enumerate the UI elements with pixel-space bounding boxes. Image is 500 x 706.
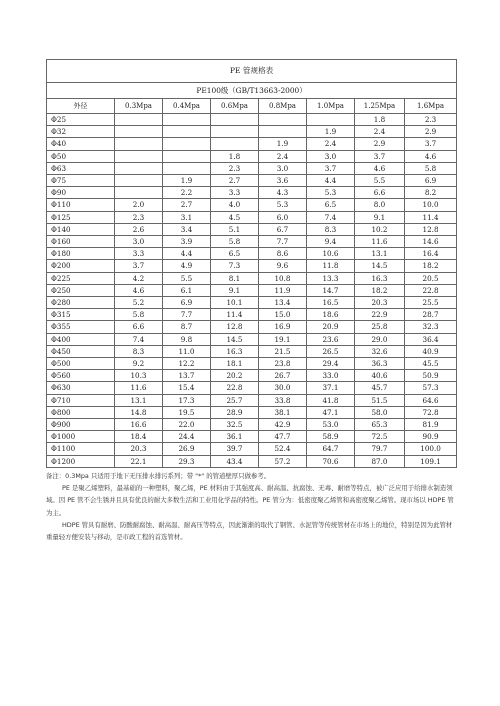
header-pressure: 0.3Mpa xyxy=(115,99,163,114)
wall-thickness-cell: 17.3 xyxy=(163,394,211,406)
wall-thickness-cell: 50.9 xyxy=(405,370,457,382)
table-row xyxy=(47,175,457,187)
wall-thickness-cell: 23.8 xyxy=(259,358,307,370)
wall-thickness-cell: 36.3 xyxy=(355,358,405,370)
wall-thickness-cell: 30.0 xyxy=(259,382,307,394)
wall-thickness-cell xyxy=(163,126,211,138)
note-pe-description: PE 是聚乙烯塑料，最基础的一种塑料，聚乙烯，PE 材料由于其强度高、耐高温、抗腐蚀、无毒、耐磨等特点，被广泛应用于给排水制造领域。因 PE 管不会生锈并且具有优良的耐大多数生活和工业用化学品的特性。PE 管分为：低密度聚乙烯管和高密度聚乙烯管。现市场以 HDPE 管为主。 xyxy=(46,484,454,517)
wall-thickness-cell: 11.6 xyxy=(115,382,163,394)
wall-thickness-cell: 3.7 xyxy=(355,150,405,162)
wall-thickness-cell: 3.1 xyxy=(163,211,211,223)
wall-thickness-cell: 11.4 xyxy=(405,211,457,223)
wall-thickness-cell: 4.6 xyxy=(355,162,405,174)
wall-thickness-cell xyxy=(115,126,163,138)
wall-thickness-cell: 5.3 xyxy=(307,187,355,199)
wall-thickness-cell: 2.7 xyxy=(163,199,211,211)
outer-diameter-cell: Φ315 xyxy=(47,309,115,321)
table-row xyxy=(47,321,457,333)
wall-thickness-cell: 40.9 xyxy=(405,345,457,357)
wall-thickness-cell: 11.6 xyxy=(355,236,405,248)
table-row xyxy=(47,297,457,309)
spec-document xyxy=(46,59,456,543)
table-row xyxy=(47,406,457,418)
wall-thickness-cell: 109.1 xyxy=(405,455,457,467)
outer-diameter-cell: Φ500 xyxy=(47,358,115,370)
wall-thickness-cell: 8.6 xyxy=(259,248,307,260)
wall-thickness-cell: 25.8 xyxy=(355,321,405,333)
wall-thickness-cell: 16.3 xyxy=(211,345,259,357)
wall-thickness-cell: 20.2 xyxy=(211,370,259,382)
wall-thickness-cell: 13.7 xyxy=(163,370,211,382)
table-row xyxy=(47,150,457,162)
wall-thickness-cell: 18.2 xyxy=(355,284,405,296)
wall-thickness-cell: 64.6 xyxy=(405,394,457,406)
header-pressure: 1.0Mpa xyxy=(307,99,355,114)
outer-diameter-cell: Φ125 xyxy=(47,211,115,223)
wall-thickness-cell: 16.4 xyxy=(405,248,457,260)
wall-thickness-cell: 12.8 xyxy=(211,321,259,333)
outer-diameter-cell: Φ800 xyxy=(47,406,115,418)
table-row xyxy=(47,187,457,199)
outer-diameter-cell: Φ63 xyxy=(47,162,115,174)
wall-thickness-cell: 7.3 xyxy=(211,260,259,272)
wall-thickness-cell: 43.4 xyxy=(211,455,259,467)
wall-thickness-cell xyxy=(115,150,163,162)
table-row xyxy=(47,114,457,126)
outer-diameter-cell: Φ630 xyxy=(47,382,115,394)
table-row xyxy=(47,211,457,223)
wall-thickness-cell xyxy=(211,114,259,126)
wall-thickness-cell: 9.6 xyxy=(259,260,307,272)
table-row xyxy=(47,126,457,138)
table-title: PE 管规格表 xyxy=(47,60,457,83)
wall-thickness-cell: 6.6 xyxy=(115,321,163,333)
wall-thickness-cell: 2.4 xyxy=(307,138,355,150)
table-row xyxy=(47,333,457,345)
wall-thickness-cell: 5.5 xyxy=(355,175,405,187)
pe-pipe-spec-table xyxy=(46,59,457,468)
outer-diameter-cell: Φ1100 xyxy=(47,443,115,455)
table-row xyxy=(47,199,457,211)
wall-thickness-cell: 5.8 xyxy=(115,309,163,321)
outer-diameter-cell: Φ32 xyxy=(47,126,115,138)
wall-thickness-cell: 3.4 xyxy=(163,223,211,235)
wall-thickness-cell xyxy=(307,114,355,126)
wall-thickness-cell: 47.7 xyxy=(259,431,307,443)
wall-thickness-cell: 1.9 xyxy=(163,175,211,187)
outer-diameter-cell: Φ40 xyxy=(47,138,115,150)
wall-thickness-cell: 20.9 xyxy=(307,321,355,333)
wall-thickness-cell: 10.8 xyxy=(259,272,307,284)
wall-thickness-cell: 3.3 xyxy=(211,187,259,199)
wall-thickness-cell: 5.8 xyxy=(405,162,457,174)
wall-thickness-cell: 22.9 xyxy=(355,309,405,321)
wall-thickness-cell: 11.8 xyxy=(307,260,355,272)
wall-thickness-cell: 8.0 xyxy=(355,199,405,211)
outer-diameter-cell: Φ400 xyxy=(47,333,115,345)
wall-thickness-cell: 9.8 xyxy=(163,333,211,345)
wall-thickness-cell: 1.9 xyxy=(259,138,307,150)
table-row xyxy=(47,138,457,150)
wall-thickness-cell: 4.5 xyxy=(211,211,259,223)
table-row xyxy=(47,455,457,467)
outer-diameter-cell: Φ450 xyxy=(47,345,115,357)
wall-thickness-cell: 10.3 xyxy=(115,370,163,382)
wall-thickness-cell: 15.4 xyxy=(163,382,211,394)
wall-thickness-cell: 14.8 xyxy=(115,406,163,418)
wall-thickness-cell: 14.6 xyxy=(405,236,457,248)
wall-thickness-cell: 64.7 xyxy=(307,443,355,455)
wall-thickness-cell: 36.4 xyxy=(405,333,457,345)
wall-thickness-cell: 10.0 xyxy=(405,199,457,211)
wall-thickness-cell: 3.6 xyxy=(259,175,307,187)
wall-thickness-cell: 29.3 xyxy=(163,455,211,467)
table-row xyxy=(47,345,457,357)
wall-thickness-cell: 1.8 xyxy=(355,114,405,126)
wall-thickness-cell: 2.4 xyxy=(355,126,405,138)
wall-thickness-cell: 18.2 xyxy=(405,260,457,272)
wall-thickness-cell: 10.6 xyxy=(307,248,355,260)
header-pressure: 1.6Mpa xyxy=(405,99,457,114)
wall-thickness-cell: 20.3 xyxy=(355,297,405,309)
wall-thickness-cell: 25.5 xyxy=(405,297,457,309)
wall-thickness-cell: 10.1 xyxy=(211,297,259,309)
wall-thickness-cell: 26.7 xyxy=(259,370,307,382)
wall-thickness-cell: 1.9 xyxy=(307,126,355,138)
wall-thickness-cell: 22.8 xyxy=(405,284,457,296)
wall-thickness-cell: 42.9 xyxy=(259,419,307,431)
wall-thickness-cell: 58.9 xyxy=(307,431,355,443)
wall-thickness-cell: 13.3 xyxy=(307,272,355,284)
wall-thickness-cell: 3.0 xyxy=(307,150,355,162)
outer-diameter-cell: Φ250 xyxy=(47,284,115,296)
outer-diameter-cell: Φ75 xyxy=(47,175,115,187)
wall-thickness-cell: 16.9 xyxy=(259,321,307,333)
outer-diameter-cell: Φ900 xyxy=(47,419,115,431)
wall-thickness-cell: 8.3 xyxy=(115,345,163,357)
wall-thickness-cell: 20.3 xyxy=(115,443,163,455)
outer-diameter-cell: Φ110 xyxy=(47,199,115,211)
header-pressure: 1.25Mpa xyxy=(355,99,405,114)
wall-thickness-cell: 9.1 xyxy=(355,211,405,223)
wall-thickness-cell: 90.9 xyxy=(405,431,457,443)
wall-thickness-cell: 13.4 xyxy=(259,297,307,309)
outer-diameter-cell: Φ225 xyxy=(47,272,115,284)
notes-section xyxy=(46,470,456,543)
wall-thickness-cell: 14.7 xyxy=(307,284,355,296)
wall-thickness-cell: 6.9 xyxy=(405,175,457,187)
wall-thickness-cell: 22.1 xyxy=(115,455,163,467)
wall-thickness-cell: 29.4 xyxy=(307,358,355,370)
wall-thickness-cell: 16.6 xyxy=(115,419,163,431)
wall-thickness-cell: 6.6 xyxy=(355,187,405,199)
table-row xyxy=(47,309,457,321)
wall-thickness-cell: 100.0 xyxy=(405,443,457,455)
wall-thickness-cell: 24.4 xyxy=(163,431,211,443)
wall-thickness-cell: 51.5 xyxy=(355,394,405,406)
wall-thickness-cell: 7.4 xyxy=(115,333,163,345)
wall-thickness-cell xyxy=(211,138,259,150)
outer-diameter-cell: Φ200 xyxy=(47,260,115,272)
wall-thickness-cell: 8.3 xyxy=(307,223,355,235)
wall-thickness-cell xyxy=(163,162,211,174)
wall-thickness-cell: 2.2 xyxy=(163,187,211,199)
wall-thickness-cell: 3.0 xyxy=(115,236,163,248)
wall-thickness-cell: 45.7 xyxy=(355,382,405,394)
wall-thickness-cell xyxy=(115,138,163,150)
wall-thickness-cell: 45.5 xyxy=(405,358,457,370)
wall-thickness-cell: 18.1 xyxy=(211,358,259,370)
note-hdpe-description: HDPE 管具有耐磨、防酸耐腐蚀、耐高温、耐高压等特点，因此渐渐的取代了钢管、水泥管等传统管材在市场上的地位，特别是因为此管材重量轻方便安装与移动，是市政工程的首选管材。 xyxy=(46,520,453,541)
wall-thickness-cell: 39.7 xyxy=(211,443,259,455)
wall-thickness-cell: 47.1 xyxy=(307,406,355,418)
wall-thickness-cell: 3.7 xyxy=(405,138,457,150)
wall-thickness-cell: 8.2 xyxy=(405,187,457,199)
table-row xyxy=(47,443,457,455)
wall-thickness-cell: 4.4 xyxy=(163,248,211,260)
wall-thickness-cell: 28.9 xyxy=(211,406,259,418)
header-outer-diameter: 外径 xyxy=(47,99,115,114)
wall-thickness-cell: 3.3 xyxy=(115,248,163,260)
wall-thickness-cell: 7.7 xyxy=(259,236,307,248)
table-row xyxy=(47,248,457,260)
wall-thickness-cell: 87.0 xyxy=(355,455,405,467)
wall-thickness-cell: 6.1 xyxy=(163,284,211,296)
wall-thickness-cell: 81.9 xyxy=(405,419,457,431)
wall-thickness-cell: 15.0 xyxy=(259,309,307,321)
outer-diameter-cell: Φ355 xyxy=(47,321,115,333)
wall-thickness-cell: 52.4 xyxy=(259,443,307,455)
wall-thickness-cell: 20.5 xyxy=(405,272,457,284)
wall-thickness-cell: 26.5 xyxy=(307,345,355,357)
wall-thickness-cell xyxy=(115,162,163,174)
outer-diameter-cell: Φ1200 xyxy=(47,455,115,467)
wall-thickness-cell: 25.7 xyxy=(211,394,259,406)
wall-thickness-cell: 29.0 xyxy=(355,333,405,345)
wall-thickness-cell xyxy=(115,114,163,126)
wall-thickness-cell: 8.7 xyxy=(163,321,211,333)
wall-thickness-cell: 19.5 xyxy=(163,406,211,418)
wall-thickness-cell: 7.4 xyxy=(307,211,355,223)
wall-thickness-cell xyxy=(259,126,307,138)
table-row xyxy=(47,260,457,272)
wall-thickness-cell: 18.6 xyxy=(307,309,355,321)
wall-thickness-cell: 2.4 xyxy=(259,150,307,162)
table-row xyxy=(47,272,457,284)
wall-thickness-cell: 79.7 xyxy=(355,443,405,455)
table-row xyxy=(47,223,457,235)
wall-thickness-cell: 5.8 xyxy=(211,236,259,248)
wall-thickness-cell: 19.1 xyxy=(259,333,307,345)
table-row xyxy=(47,431,457,443)
wall-thickness-cell xyxy=(115,175,163,187)
wall-thickness-cell: 2.9 xyxy=(355,138,405,150)
wall-thickness-cell xyxy=(163,150,211,162)
wall-thickness-cell xyxy=(163,114,211,126)
outer-diameter-cell: Φ560 xyxy=(47,370,115,382)
wall-thickness-cell: 58.0 xyxy=(355,406,405,418)
wall-thickness-cell: 14.5 xyxy=(355,260,405,272)
wall-thickness-cell: 40.6 xyxy=(355,370,405,382)
wall-thickness-cell: 4.4 xyxy=(307,175,355,187)
wall-thickness-cell: 22.0 xyxy=(163,419,211,431)
wall-thickness-cell: 6.5 xyxy=(307,199,355,211)
wall-thickness-cell: 2.7 xyxy=(211,175,259,187)
outer-diameter-cell: Φ50 xyxy=(47,150,115,162)
wall-thickness-cell: 4.0 xyxy=(211,199,259,211)
wall-thickness-cell: 2.9 xyxy=(405,126,457,138)
wall-thickness-cell: 5.2 xyxy=(115,297,163,309)
wall-thickness-cell: 13.1 xyxy=(355,248,405,260)
wall-thickness-cell: 4.9 xyxy=(163,260,211,272)
wall-thickness-cell: 6.9 xyxy=(163,297,211,309)
wall-thickness-cell: 72.8 xyxy=(405,406,457,418)
wall-thickness-cell: 26.9 xyxy=(163,443,211,455)
wall-thickness-cell: 70.6 xyxy=(307,455,355,467)
table-row xyxy=(47,370,457,382)
outer-diameter-cell: Φ710 xyxy=(47,394,115,406)
outer-diameter-cell: Φ25 xyxy=(47,114,115,126)
wall-thickness-cell: 3.7 xyxy=(307,162,355,174)
wall-thickness-cell: 38.1 xyxy=(259,406,307,418)
outer-diameter-cell: Φ1000 xyxy=(47,431,115,443)
wall-thickness-cell: 57.2 xyxy=(259,455,307,467)
wall-thickness-cell: 65.3 xyxy=(355,419,405,431)
wall-thickness-cell: 12.2 xyxy=(163,358,211,370)
note-remark: 备注：0.3Mpa 只适用于地下无压排水排污系列；带 "*" 的管道壁厚只做参考。 xyxy=(46,471,271,480)
wall-thickness-cell: 33.8 xyxy=(259,394,307,406)
wall-thickness-cell: 53.0 xyxy=(307,419,355,431)
wall-thickness-cell: 4.6 xyxy=(405,150,457,162)
table-row xyxy=(47,419,457,431)
wall-thickness-cell: 6.5 xyxy=(211,248,259,260)
header-row xyxy=(47,99,457,114)
wall-thickness-cell: 1.8 xyxy=(211,150,259,162)
wall-thickness-cell xyxy=(259,114,307,126)
outer-diameter-cell: Φ90 xyxy=(47,187,115,199)
wall-thickness-cell: 14.5 xyxy=(211,333,259,345)
wall-thickness-cell: 18.4 xyxy=(115,431,163,443)
wall-thickness-cell: 3.7 xyxy=(115,260,163,272)
table-row xyxy=(47,382,457,394)
wall-thickness-cell: 16.3 xyxy=(355,272,405,284)
table-row xyxy=(47,358,457,370)
wall-thickness-cell: 7.7 xyxy=(163,309,211,321)
table-standard: PE100级（GB/T13663-2000） xyxy=(47,83,457,99)
wall-thickness-cell: 72.5 xyxy=(355,431,405,443)
wall-thickness-cell: 57.3 xyxy=(405,382,457,394)
wall-thickness-cell xyxy=(115,187,163,199)
table-row xyxy=(47,162,457,174)
wall-thickness-cell: 9.1 xyxy=(211,284,259,296)
outer-diameter-cell: Φ280 xyxy=(47,297,115,309)
wall-thickness-cell: 3.0 xyxy=(259,162,307,174)
wall-thickness-cell: 5.1 xyxy=(211,223,259,235)
wall-thickness-cell: 6.0 xyxy=(259,211,307,223)
wall-thickness-cell: 2.3 xyxy=(405,114,457,126)
wall-thickness-cell: 5.3 xyxy=(259,199,307,211)
wall-thickness-cell: 2.3 xyxy=(115,211,163,223)
table-row xyxy=(47,236,457,248)
wall-thickness-cell: 41.8 xyxy=(307,394,355,406)
wall-thickness-cell: 28.7 xyxy=(405,309,457,321)
wall-thickness-cell: 37.1 xyxy=(307,382,355,394)
outer-diameter-cell: Φ180 xyxy=(47,248,115,260)
wall-thickness-cell xyxy=(211,126,259,138)
wall-thickness-cell: 4.6 xyxy=(115,284,163,296)
header-pressure: 0.8Mpa xyxy=(259,99,307,114)
wall-thickness-cell: 4.3 xyxy=(259,187,307,199)
table-row xyxy=(47,284,457,296)
outer-diameter-cell: Φ160 xyxy=(47,236,115,248)
wall-thickness-cell: 8.1 xyxy=(211,272,259,284)
outer-diameter-cell: Φ140 xyxy=(47,223,115,235)
wall-thickness-cell: 10.2 xyxy=(355,223,405,235)
wall-thickness-cell: 9.2 xyxy=(115,358,163,370)
wall-thickness-cell: 16.5 xyxy=(307,297,355,309)
wall-thickness-cell: 11.9 xyxy=(259,284,307,296)
wall-thickness-cell: 6.7 xyxy=(259,223,307,235)
wall-thickness-cell: 11.0 xyxy=(163,345,211,357)
wall-thickness-cell: 2.3 xyxy=(211,162,259,174)
wall-thickness-cell: 4.2 xyxy=(115,272,163,284)
wall-thickness-cell: 32.3 xyxy=(405,321,457,333)
wall-thickness-cell: 2.0 xyxy=(115,199,163,211)
wall-thickness-cell: 9.4 xyxy=(307,236,355,248)
header-pressure: 0.6Mpa xyxy=(211,99,259,114)
wall-thickness-cell: 13.1 xyxy=(115,394,163,406)
header-pressure: 0.4Mpa xyxy=(163,99,211,114)
wall-thickness-cell: 12.8 xyxy=(405,223,457,235)
wall-thickness-cell: 3.9 xyxy=(163,236,211,248)
wall-thickness-cell: 22.8 xyxy=(211,382,259,394)
wall-thickness-cell: 2.6 xyxy=(115,223,163,235)
wall-thickness-cell: 21.5 xyxy=(259,345,307,357)
table-row xyxy=(47,394,457,406)
wall-thickness-cell: 36.1 xyxy=(211,431,259,443)
wall-thickness-cell: 33.0 xyxy=(307,370,355,382)
wall-thickness-cell: 11.4 xyxy=(211,309,259,321)
wall-thickness-cell: 32.5 xyxy=(211,419,259,431)
wall-thickness-cell: 5.5 xyxy=(163,272,211,284)
wall-thickness-cell: 32.6 xyxy=(355,345,405,357)
wall-thickness-cell: 23.6 xyxy=(307,333,355,345)
wall-thickness-cell xyxy=(163,138,211,150)
